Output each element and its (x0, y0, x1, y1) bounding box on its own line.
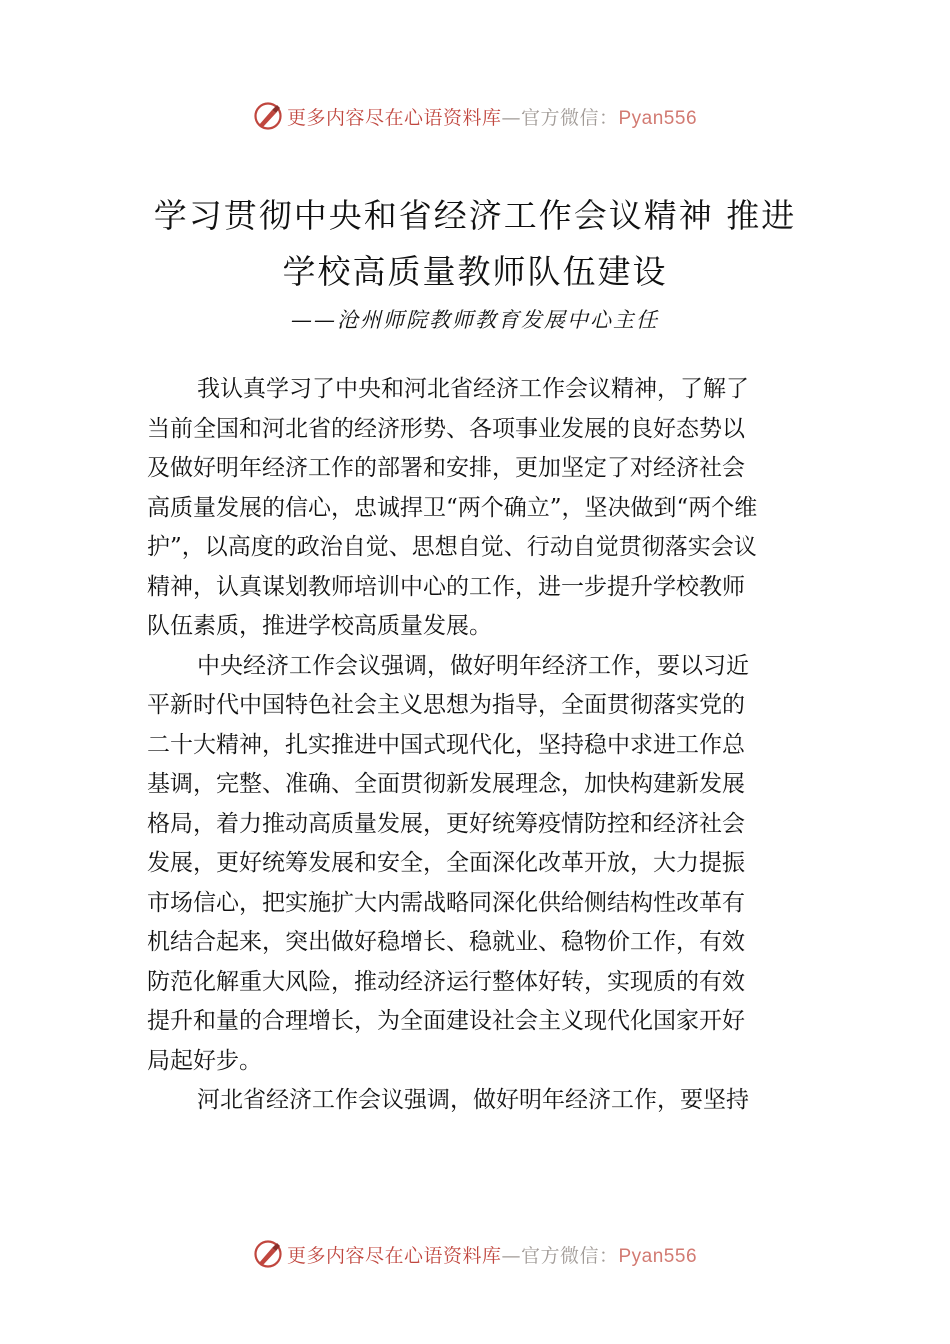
text-line: 机结合起来，突出做好稳增长、稳就业、稳物价工作，有效 (147, 929, 745, 955)
text-line: 防范化解重大风险，推动经济运行整体好转，实现质的有效 (147, 968, 745, 995)
pen-logo-icon (253, 101, 283, 131)
text-line: 格局，着力推动高质量发展，更好统筹疫情防控和经济社会 (147, 810, 745, 837)
paragraph-1 (147, 370, 817, 647)
footer-watermark (0, 1234, 950, 1274)
document-title-line-1: 学习贯彻中央和省经济工作会议精神 推进 (153, 196, 797, 235)
watermark-separator: — (501, 106, 521, 129)
watermark-wechat-id: Pyan556 (618, 107, 698, 129)
text-line: 提升和量的合理增长，为全面建设社会主义现代化国家开好 (147, 1008, 745, 1034)
text-line: 市场信心，把实施扩大内需战略同深化供给侧结构性改革有 (147, 889, 745, 916)
text-line: 二十大精神，扎实推进中国式现代化，坚持稳中求进工作总 (147, 731, 745, 758)
text-line: 平新时代中国特色社会主义思想为指导，全面贯彻落实党的 (147, 692, 745, 718)
watermark-wechat-label: 官方微信： (520, 1244, 619, 1267)
watermark-text (287, 103, 697, 130)
pen-logo-icon (253, 1239, 283, 1269)
document-title-line-2: 学校高质量教师队伍建设 (282, 252, 668, 291)
text-line: 及做好明年经济工作的部署和安排，更加坚定了对经济社会 (147, 455, 745, 481)
text-line: 护”，以高度的政治自觉、思想自觉、行动自觉贯彻落实会议 (147, 534, 757, 560)
text-line: 当前全国和河北省的经济形势、各项事业发展的良好态势以 (147, 415, 745, 442)
document-subtitle: ——沧州师院教师教育发展中心主任 (291, 308, 659, 332)
text-line: 精神，认真谋划教师培训中心的工作，进一步提升学校教师 (147, 573, 745, 600)
text-line: 发展，更好统筹发展和安全，全面深化改革开放，大力提振 (147, 850, 745, 876)
text-line: 河北省经济工作会议强调，做好明年经济工作，要坚持 (197, 1087, 749, 1113)
header-watermark (0, 96, 950, 136)
watermark-wechat-label: 官方微信： (520, 106, 619, 129)
document-body (147, 370, 817, 1121)
watermark-brand: 更多内容尽在心语资料库 (286, 106, 502, 129)
text-line: 中央经济工作会议强调，做好明年经济工作，要以习近 (197, 652, 749, 679)
paragraph-3 (147, 1081, 817, 1121)
watermark-wechat-id: Pyan556 (618, 1245, 698, 1267)
watermark-separator: — (501, 1244, 521, 1267)
watermark-brand: 更多内容尽在心语资料库 (286, 1244, 502, 1267)
paragraph-2 (147, 647, 817, 1082)
text-line: 局起好步。 (147, 1047, 262, 1074)
text-line: 高质量发展的信心，忠诚捍卫“两个确立”，坚决做到“两个维 (147, 494, 758, 521)
text-line: 队伍素质，推进学校高质量发展。 (147, 613, 492, 639)
text-line: 基调，完整、准确、全面贯彻新发展理念，加快构建新发展 (147, 771, 745, 797)
text-line: 我认真学习了中央和河北省经济工作会议精神，了解了 (197, 376, 749, 402)
watermark-text (287, 1241, 697, 1268)
